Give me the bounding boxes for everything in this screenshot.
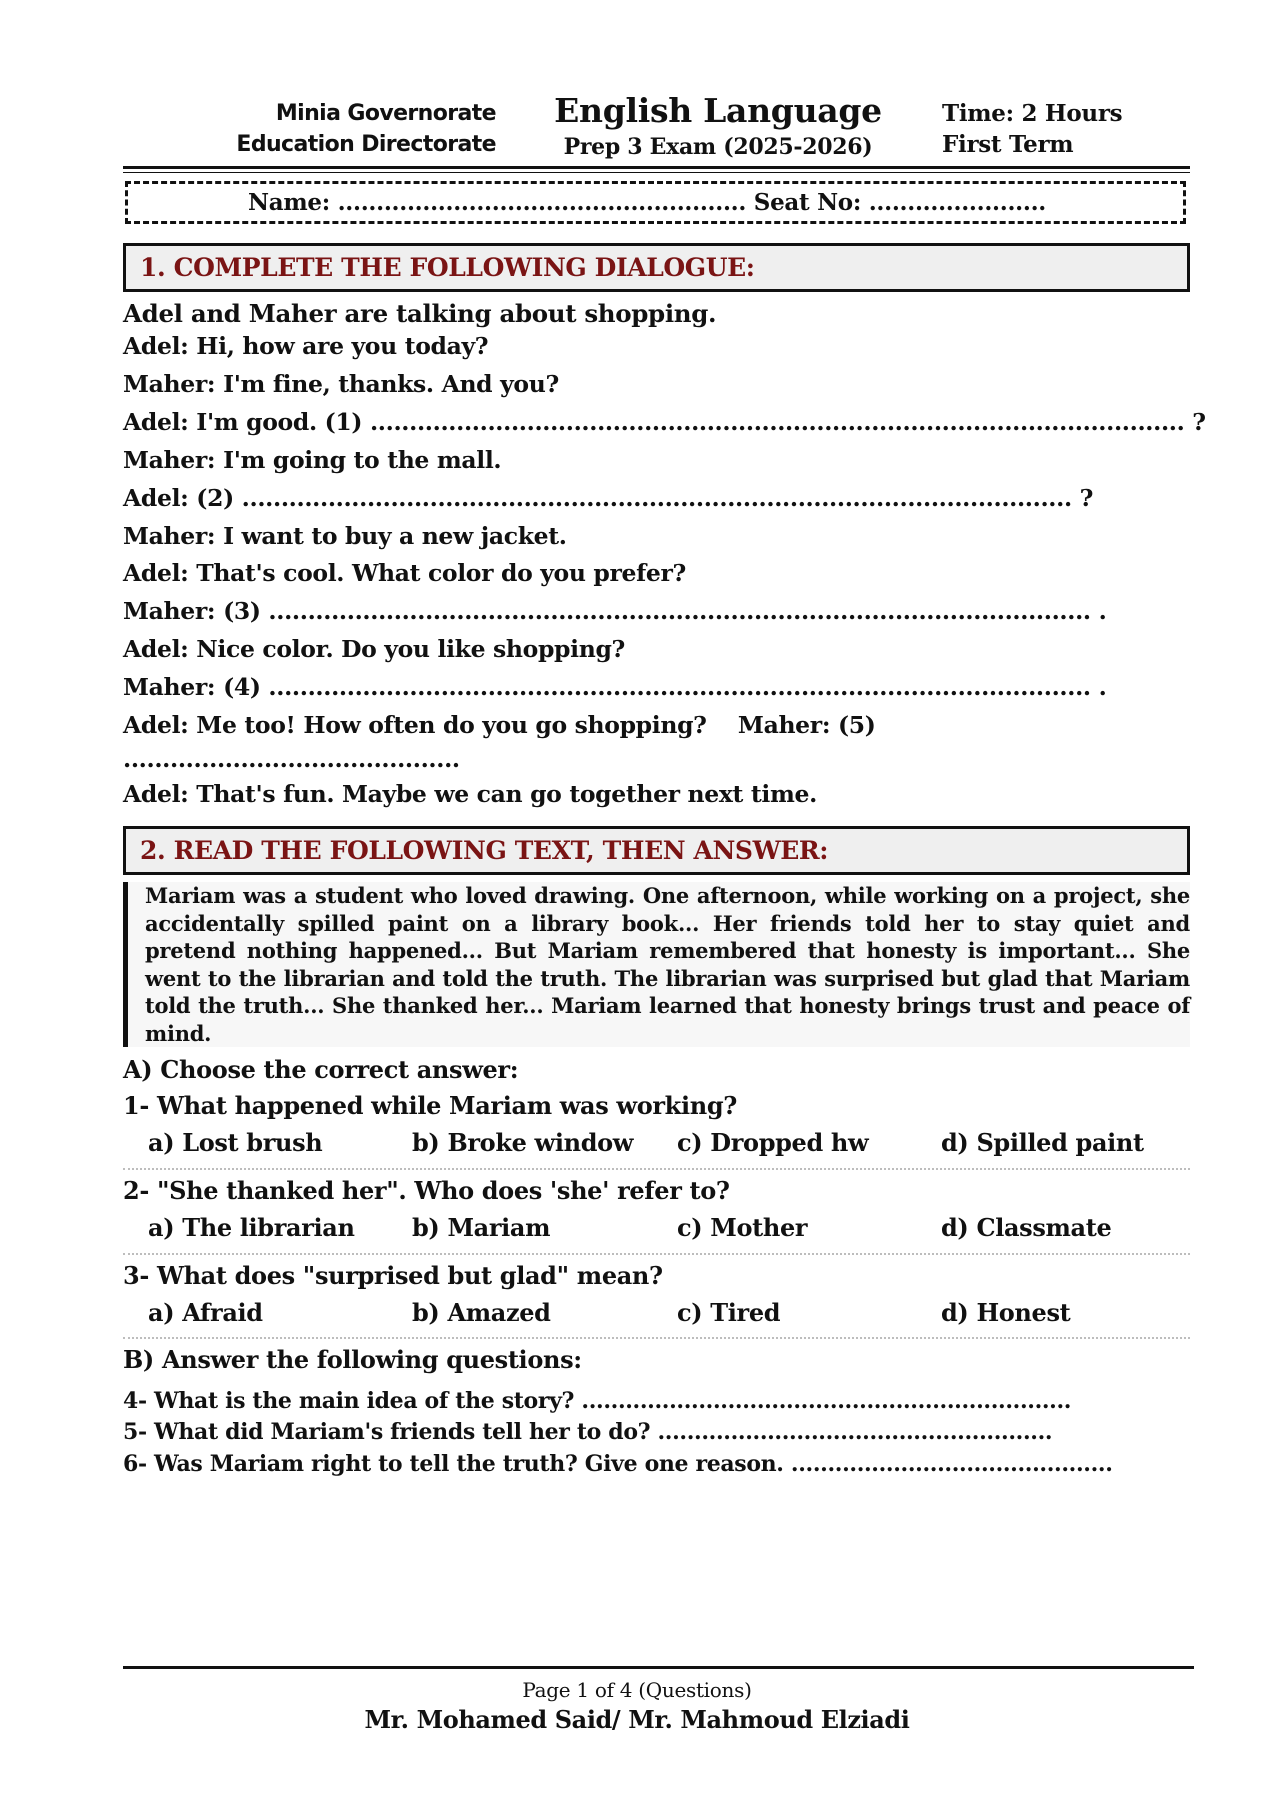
time-label: Time: 2 Hours bbox=[942, 100, 1123, 127]
mcq-option-d[interactable]: d) Spilled paint bbox=[941, 1128, 1144, 1157]
mcq-question-1: 1- What happened while Mariam was working? bbox=[123, 1091, 737, 1120]
mcq-option-b[interactable]: b) Broke window bbox=[412, 1128, 634, 1157]
directorate-label: Education Directorate bbox=[236, 132, 496, 157]
dialogue-line: Adel: Hi, how are you today? bbox=[123, 332, 489, 360]
mcq-options-3 bbox=[148, 1297, 1188, 1329]
mcq-options-2 bbox=[148, 1212, 1188, 1244]
part-a-title: A) Choose the correct answer: bbox=[123, 1055, 519, 1084]
mcq-option-a[interactable]: a) Afraid bbox=[148, 1298, 263, 1327]
exam-subtitle: Prep 3 Exam (2025-2026) bbox=[563, 134, 873, 160]
dialogue-blank-1[interactable]: Adel: I'm good. (1) ........................................................................................................ ? bbox=[123, 408, 1206, 436]
short-question-5[interactable]: 5- What did Mariam's friends tell her to do? ...................................................... bbox=[123, 1419, 1053, 1445]
header-divider bbox=[123, 166, 1190, 173]
dialogue-closing: Adel: That's fun. Maybe we can go together next time. bbox=[123, 780, 817, 808]
header-exam-info bbox=[942, 98, 1122, 160]
page-number: Page 1 of 4 (Questions) bbox=[522, 1678, 752, 1702]
governorate-label: Minia Governorate bbox=[275, 101, 496, 126]
dialogue-line: Maher: I'm going to the mall. bbox=[123, 446, 502, 474]
reading-passage bbox=[123, 882, 1190, 1047]
dialogue-line: Adel: Me too! How often do you go shopping? Maher: (5) bbox=[123, 711, 876, 739]
dialogue-blank-3[interactable]: Maher: (3) ......................................................................................................... . bbox=[123, 597, 1107, 625]
dialogue-line: Adel: That's cool. What color do you prefer? bbox=[123, 559, 686, 587]
mcq-question-3: 3- What does "surprised but glad" mean? bbox=[123, 1261, 663, 1290]
mcq-question-2: 2- "She thanked her". Who does 'she' refer to? bbox=[123, 1176, 730, 1205]
dialogue-line: Maher: I want to buy a new jacket. bbox=[123, 522, 567, 550]
subject-title: English Language bbox=[554, 91, 882, 130]
section2-header bbox=[123, 826, 1190, 875]
mcq-option-b[interactable]: b) Mariam bbox=[412, 1213, 551, 1242]
mcq-option-d[interactable]: d) Honest bbox=[941, 1298, 1071, 1327]
section1-title: 1. COMPLETE THE FOLLOWING DIALOGUE: bbox=[140, 253, 755, 282]
mcq-option-b[interactable]: b) Amazed bbox=[412, 1298, 551, 1327]
dialogue-line: Maher: I'm fine, thanks. And you? bbox=[123, 370, 559, 398]
section1-header bbox=[123, 243, 1190, 292]
authors: Mr. Mohamed Said/ Mr. Mahmoud Elziadi bbox=[364, 1705, 910, 1734]
mcq-option-a[interactable]: a) The librarian bbox=[148, 1213, 355, 1242]
mcq-option-c[interactable]: c) Dropped hw bbox=[677, 1128, 869, 1157]
question-separator bbox=[123, 1337, 1190, 1339]
section2-title: 2. READ THE FOLLOWING TEXT, THEN ANSWER: bbox=[140, 836, 829, 865]
dialogue-blank-5[interactable]: ........................................... bbox=[123, 745, 460, 773]
part-b-title: B) Answer the following questions: bbox=[123, 1345, 582, 1374]
short-question-4[interactable]: 4- What is the main idea of the story? ................................................................... bbox=[123, 1388, 1072, 1414]
passage-text: Mariam was a student who loved drawing. One afternoon, while working on a project, she accidentally spilled paint on a library book... Her friends told her to stay quiet and pretend nothing happened... But Mariam remembered that honesty is important... She went to the librarian and told the truth. The librarian was surprised but glad that Mariam told the truth... She thanked her... Mariam learned that honesty brings trust and peace of mind. bbox=[145, 883, 1190, 1046]
term-label: First Term bbox=[942, 131, 1074, 158]
question-separator bbox=[123, 1168, 1190, 1170]
dialogue-blank-2[interactable]: Adel: (2) .......................................................................................................... ? bbox=[123, 484, 1094, 512]
mcq-options-1 bbox=[148, 1127, 1188, 1159]
header-organization bbox=[150, 98, 496, 160]
student-info-fields[interactable]: Name: ..................................................... Seat No: ....................... bbox=[248, 189, 1046, 216]
question-separator bbox=[123, 1253, 1190, 1255]
short-question-6[interactable]: 6- Was Mariam right to tell the truth? Give one reason. ............................................ bbox=[123, 1451, 1113, 1477]
dialogue-intro: Adel and Maher are talking about shopping. bbox=[123, 299, 717, 328]
header-title-block bbox=[536, 90, 900, 162]
mcq-option-a[interactable]: a) Lost brush bbox=[148, 1128, 323, 1157]
mcq-option-c[interactable]: c) Tired bbox=[677, 1298, 781, 1327]
dialogue-line: Adel: Nice color. Do you like shopping? bbox=[123, 635, 625, 663]
mcq-option-d[interactable]: d) Classmate bbox=[941, 1213, 1112, 1242]
footer-divider bbox=[123, 1666, 1194, 1669]
mcq-option-c[interactable]: c) Mother bbox=[677, 1213, 808, 1242]
dialogue-blank-4[interactable]: Maher: (4) ......................................................................................................... . bbox=[123, 673, 1107, 701]
